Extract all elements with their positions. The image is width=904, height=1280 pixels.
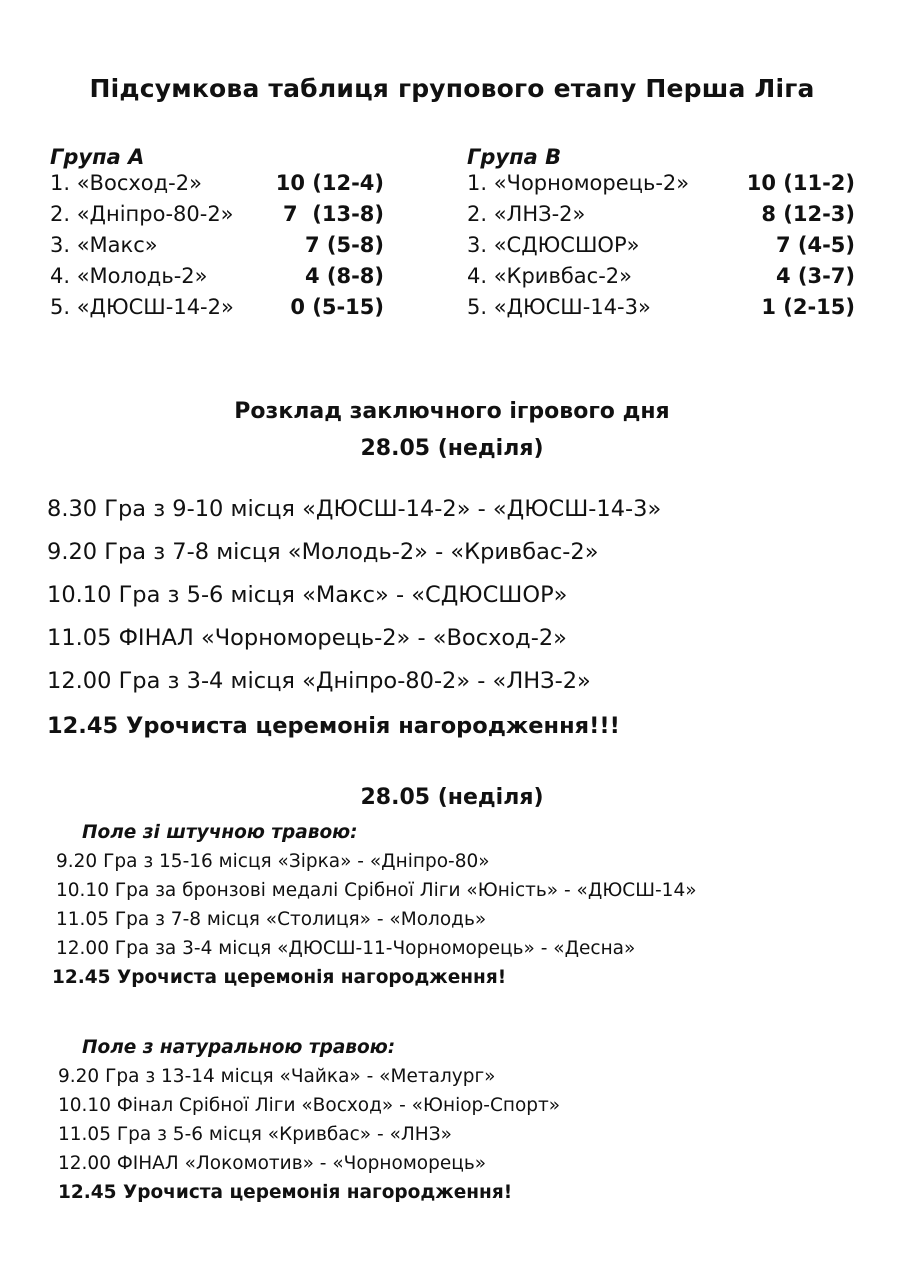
team-result: 7 (4-5) bbox=[775, 233, 855, 257]
schedule-line: 11.05 ФІНАЛ «Чорноморець-2» - «Восход-2» bbox=[47, 625, 567, 651]
team-result: 7 (13-8) bbox=[283, 202, 384, 226]
standing-row bbox=[50, 233, 384, 264]
standing-row bbox=[50, 264, 384, 295]
schedule-line: 10.10 Гра з 5-6 місця «Макс» - «СДЮСШОР» bbox=[47, 582, 568, 608]
artificial-line: 12.00 Гра за 3-4 місця «ДЮСШ-11-Чорноморець» - «Десна» bbox=[56, 938, 636, 959]
team-name: 3. «Макс» bbox=[50, 233, 158, 257]
artificial-field-heading: Поле зі штучною травою: bbox=[82, 822, 358, 843]
standing-row bbox=[467, 202, 855, 233]
team-name: 5. «ДЮСШ-14-3» bbox=[467, 295, 651, 319]
natural-ceremony: 12.45 Урочиста церемонія нагородження! bbox=[58, 1182, 513, 1203]
schedule-line: 8.30 Гра з 9-10 місця «ДЮСШ-14-2» - «ДЮСШ-14-3» bbox=[47, 496, 662, 522]
group-a-table bbox=[50, 145, 384, 326]
team-result: 4 (8-8) bbox=[304, 264, 384, 288]
team-result: 4 (3-7) bbox=[775, 264, 855, 288]
team-result: 10 (12-4) bbox=[275, 171, 384, 195]
team-result: 10 (11-2) bbox=[746, 171, 855, 195]
team-result: 8 (12-3) bbox=[761, 202, 855, 226]
artificial-line: 10.10 Гра за бронзові медалі Срібної Ліги «Юність» - «ДЮСШ-14» bbox=[56, 880, 697, 901]
schedule-line: 12.00 Гра з 3-4 місця «Дніпро-80-2» - «ЛНЗ-2» bbox=[47, 668, 591, 694]
team-name: 3. «СДЮСШОР» bbox=[467, 233, 640, 257]
standing-row bbox=[50, 202, 384, 233]
team-result: 0 (5-15) bbox=[290, 295, 384, 319]
ceremony-line: 12.45 Урочиста церемонія нагородження!!! bbox=[47, 713, 620, 739]
team-name: 2. «ЛНЗ-2» bbox=[467, 202, 586, 226]
team-result: 1 (2-15) bbox=[761, 295, 855, 319]
team-name: 2. «Дніпро-80-2» bbox=[50, 202, 234, 226]
group-a-heading: Група А bbox=[50, 145, 145, 169]
team-name: 4. «Молодь-2» bbox=[50, 264, 208, 288]
team-name: 1. «Восход-2» bbox=[50, 171, 202, 195]
standing-row bbox=[50, 295, 384, 326]
schedule-line: 9.20 Гра з 7-8 місця «Молодь-2» - «Кривбас-2» bbox=[47, 539, 599, 565]
team-name: 5. «ДЮСШ-14-2» bbox=[50, 295, 234, 319]
second-date: 28.05 (неділя) bbox=[360, 785, 544, 810]
standing-row bbox=[467, 295, 855, 326]
natural-field-heading: Поле з натуральною травою: bbox=[82, 1037, 396, 1058]
artificial-ceremony: 12.45 Урочиста церемонія нагородження! bbox=[52, 967, 507, 988]
standing-row bbox=[50, 171, 384, 202]
schedule-date: 28.05 (неділя) bbox=[360, 436, 544, 461]
group-b-table bbox=[467, 145, 855, 326]
standing-row bbox=[467, 264, 855, 295]
group-b-heading: Група В bbox=[467, 145, 562, 169]
standing-row bbox=[467, 171, 855, 202]
natural-line: 9.20 Гра з 13-14 місця «Чайка» - «Металург» bbox=[58, 1066, 496, 1087]
artificial-line: 9.20 Гра з 15-16 місця «Зірка» - «Дніпро-80» bbox=[56, 851, 490, 872]
natural-line: 11.05 Гра з 5-6 місця «Кривбас» - «ЛНЗ» bbox=[58, 1124, 452, 1145]
natural-line: 12.00 ФІНАЛ «Локомотив» - «Чорноморець» bbox=[58, 1153, 487, 1174]
artificial-line: 11.05 Гра з 7-8 місця «Столиця» - «Молодь» bbox=[56, 909, 487, 930]
page-title: Підсумкова таблиця групового етапу Перша Ліга bbox=[89, 74, 815, 103]
team-result: 7 (5-8) bbox=[304, 233, 384, 257]
schedule-title: Розклад заключного ігрового дня bbox=[234, 399, 670, 424]
standing-row bbox=[467, 233, 855, 264]
team-name: 1. «Чорноморець-2» bbox=[467, 171, 690, 195]
natural-line: 10.10 Фінал Срібної Ліги «Восход» - «Юніор-Спорт» bbox=[58, 1095, 561, 1116]
team-name: 4. «Кривбас-2» bbox=[467, 264, 632, 288]
